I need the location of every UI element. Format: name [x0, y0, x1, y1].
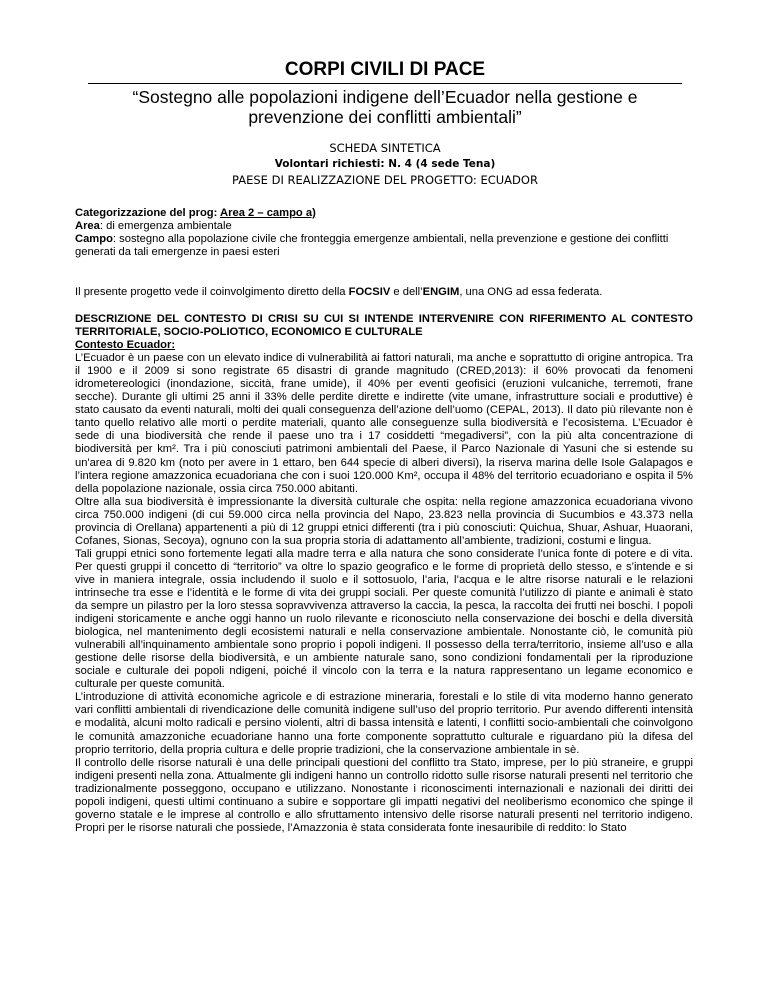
- paragraph-3: Tali gruppi etnici sono fortemente legati alla madre terra e alla natura che sono considerate l’unica fonte di potere e di vita. Per questi gruppi il concetto di “territorio” va oltre lo spazio geografico e le forme di proprietà dello stesso, e s’intende e si vive in maniera integrale, ossia includendo il suolo e il sottosuolo, l’aria, l’acqua e le altre risorse naturali e le relazioni intrinseche tra esse e l’identità e le forme di vita dei gruppi sociali. Per queste comunità l’utilizzo di piante e animali è stato da sempre un pilastro per la loro stessa sopravvivenza attraverso la caccia, la pesca, la raccolta dei frutti nei boschi. I popoli indigeni storicamente e anche oggi hanno un ruolo rilevante e riconosciuto nella conservazione dei boschi e della diversità biologica, nel mantenimento degli ecosistemi naturali e nella conservazione ambientale. Nonostante ciò, le comunità più vulnerabili all’inquinamento ambientale sono proprio i popoli indigeni. Il possesso della terra/territorio, insieme all’uso e alla gestione delle risorse della biodiversità, e un ambiente naturale sano, sono condizioni fondamentali per la riproduzione sociale e culturale dei popoli ndigeni, poiché il vincolo con la terra e la natura rappresentano un legame economico e culturale per queste comunità.: [75, 547, 693, 691]
- descrizione-section: [75, 313, 693, 835]
- document-subtitle: “Sostegno alle popolazioni indigene dell’Ecuador nella gestione e prevenzione dei conflitti ambientali”: [132, 87, 638, 127]
- intro-org-engim: ENGIM: [422, 286, 460, 298]
- intro-org-focsiv: FOCSIV: [348, 286, 391, 298]
- intro-middle: e dell’: [390, 286, 423, 298]
- section-subheading: Contesto Ecuador:: [75, 339, 176, 352]
- section-heading: DESCRIZIONE DEL CONTESTO DI CRISI SU CUI SI INTENDE INTERVENIRE CON RIFERIMENTO AL CONTESTO TERRITORIALE, SOCIO-POLIOTICO, ECONOMICO E CULTURALE: [75, 313, 693, 339]
- paragraph-4: L’introduzione di attività economiche agricole e di estrazione mineraria, forestali e lo stile di vita moderno hanno generato vari conflitti ambientali di rivendicazione delle comunità indigene sull’uso del proprio territorio. Pur avendo differenti intensità e modalità, alcuni molto radicali e persino violenti, altri di bassa intensità e latenti, I conflitti socio-ambientali che coinvolgono le comunità amazzoniche ecuadoriane hanno una forte componente soprattutto culturale e riguardano più la difesa del proprio territorio, della propria cultura e delle proprie tradizioni, che la conservazione ambientale in sè.: [75, 691, 693, 756]
- area-label: Area: [75, 220, 100, 233]
- intro-after: , una ONG ad essa federata.: [459, 286, 603, 298]
- paese-line: PAESE DI REALIZZAZIONE DEL PROGETTO: ECUADOR: [232, 173, 538, 187]
- campo-label: Campo: [75, 233, 113, 246]
- categorizzazione-label: Categorizzazione del prog:: [75, 207, 221, 219]
- campo-value: : sostegno alla popolazione civile che fronteggia emergenze ambientali, nella prevenzione e gestione dei conflitti generati da tali emergenze in paesi esteri: [75, 233, 669, 259]
- volontari-line: Volontari richiesti: N. 4 (4 sede Tena): [274, 158, 496, 170]
- intro-before: Il presente progetto vede il coinvolgimento diretto della: [75, 286, 349, 298]
- document-title: CORPI CIVILI DI PACE: [88, 58, 682, 84]
- intro-block: [75, 286, 693, 299]
- scheda-block: [88, 140, 682, 188]
- area-value: : di emergenza ambientale: [99, 220, 232, 233]
- paragraph-2: Oltre alla sua biodiversità è impressionante la diversità culturale che ospita: nella regione amazzonica ecuadoriana vivono circa 750.000 indigeni (di cui 59.000 circa nella provincia del Napo, 23.823 nella provincia di Sucumbios e 43.373 nella provincia di Orellana) appartenenti a più di 12 gruppi etnici differenti (tra i più conosciuti: Quichua, Shuar, Ashuar, Huaorani, Cofanes, Sionas, Secoya), ognuno con la sua propria storia di adattamento all’ambiente, tradizioni, costumi e lingua.: [75, 495, 693, 547]
- scheda-label: SCHEDA SINTETICA: [329, 141, 441, 155]
- categorizzazione-block: [75, 207, 693, 259]
- paragraph-5: Il controllo delle risorse naturali è una delle principali questioni del conflitto tra Stato, imprese, per lo più straneire, e gruppi indigeni presenti nella zona. Attualmente gli indigeni hanno un controllo ridotto sulle risorse naturali presenti nel territorio che tradizionalmente posseggono, occupano e utilizzano. Nonostante i riconoscimenti internazionali e nazionali dei diritti dei popoli indigeni, questi ultimi continuano a subire e sopportare gli impatti negativi del neoliberismo economico che spinge il governo statale e le imprese al controllo e allo sfruttamento intensivo delle risorse naturali presenti nel territorio indigeno. Propri per le risorse naturali che possiede, l’Amazzonia è stata considerata fonte inesauribile di reddito: lo Stato: [75, 756, 693, 834]
- categorizzazione-value: Area 2 – campo a): [220, 207, 316, 219]
- paragraph-1: L’Ecuador è un paese con un elevato indice di vulnerabilità ai fattori naturali, ma anche e soprattutto di origine antropica. Tra il 1900 e il 2009 si sono registrate 65 disastri di grande magnitudo (CRED,2013): il 60% provocati da fenomeni idrometereologici (inondazione, siccità, frane umide), il 40% per eventi geofisici (eruzioni vulcaniche, terremoti, frane secche). Durante gli ultimi 25 anni il 33% delle perdite dirette e indirette (vite umane, infrastrutture sociali e produttive) è stato causato da eventi naturali, molti dei quali conseguenza dell’azione dell’uomo (CEPAL, 2013). Il dato più rilevante non è tanto quello relativo alle morti o perdite materiali, quanto alle conseguenze sulla biodiversità e l’ecosistema. L’Ecuador è sede di una biodiversità che rende il paese uno tra i 17 cosiddetti “megadiversi”, con la più alta concentrazione di biodiversità per km². Tra i più conosciuti patrimoni ambientali del Paese, il Parco Nazionale di Yasuni che si estende su un'area di 9.820 km (noto per avere in 1 ettaro, ben 644 specie di alberi diversi), la riserva marina delle Isole Galapagos e l’intera regione amazzonica ecuadoriana che con i suoi 120.000 Km², occupa il 48% del territorio ecuadoriano e ospita il 5% della popolazione nazionale, ossia circa 750.000 abitanti.: [75, 352, 693, 495]
